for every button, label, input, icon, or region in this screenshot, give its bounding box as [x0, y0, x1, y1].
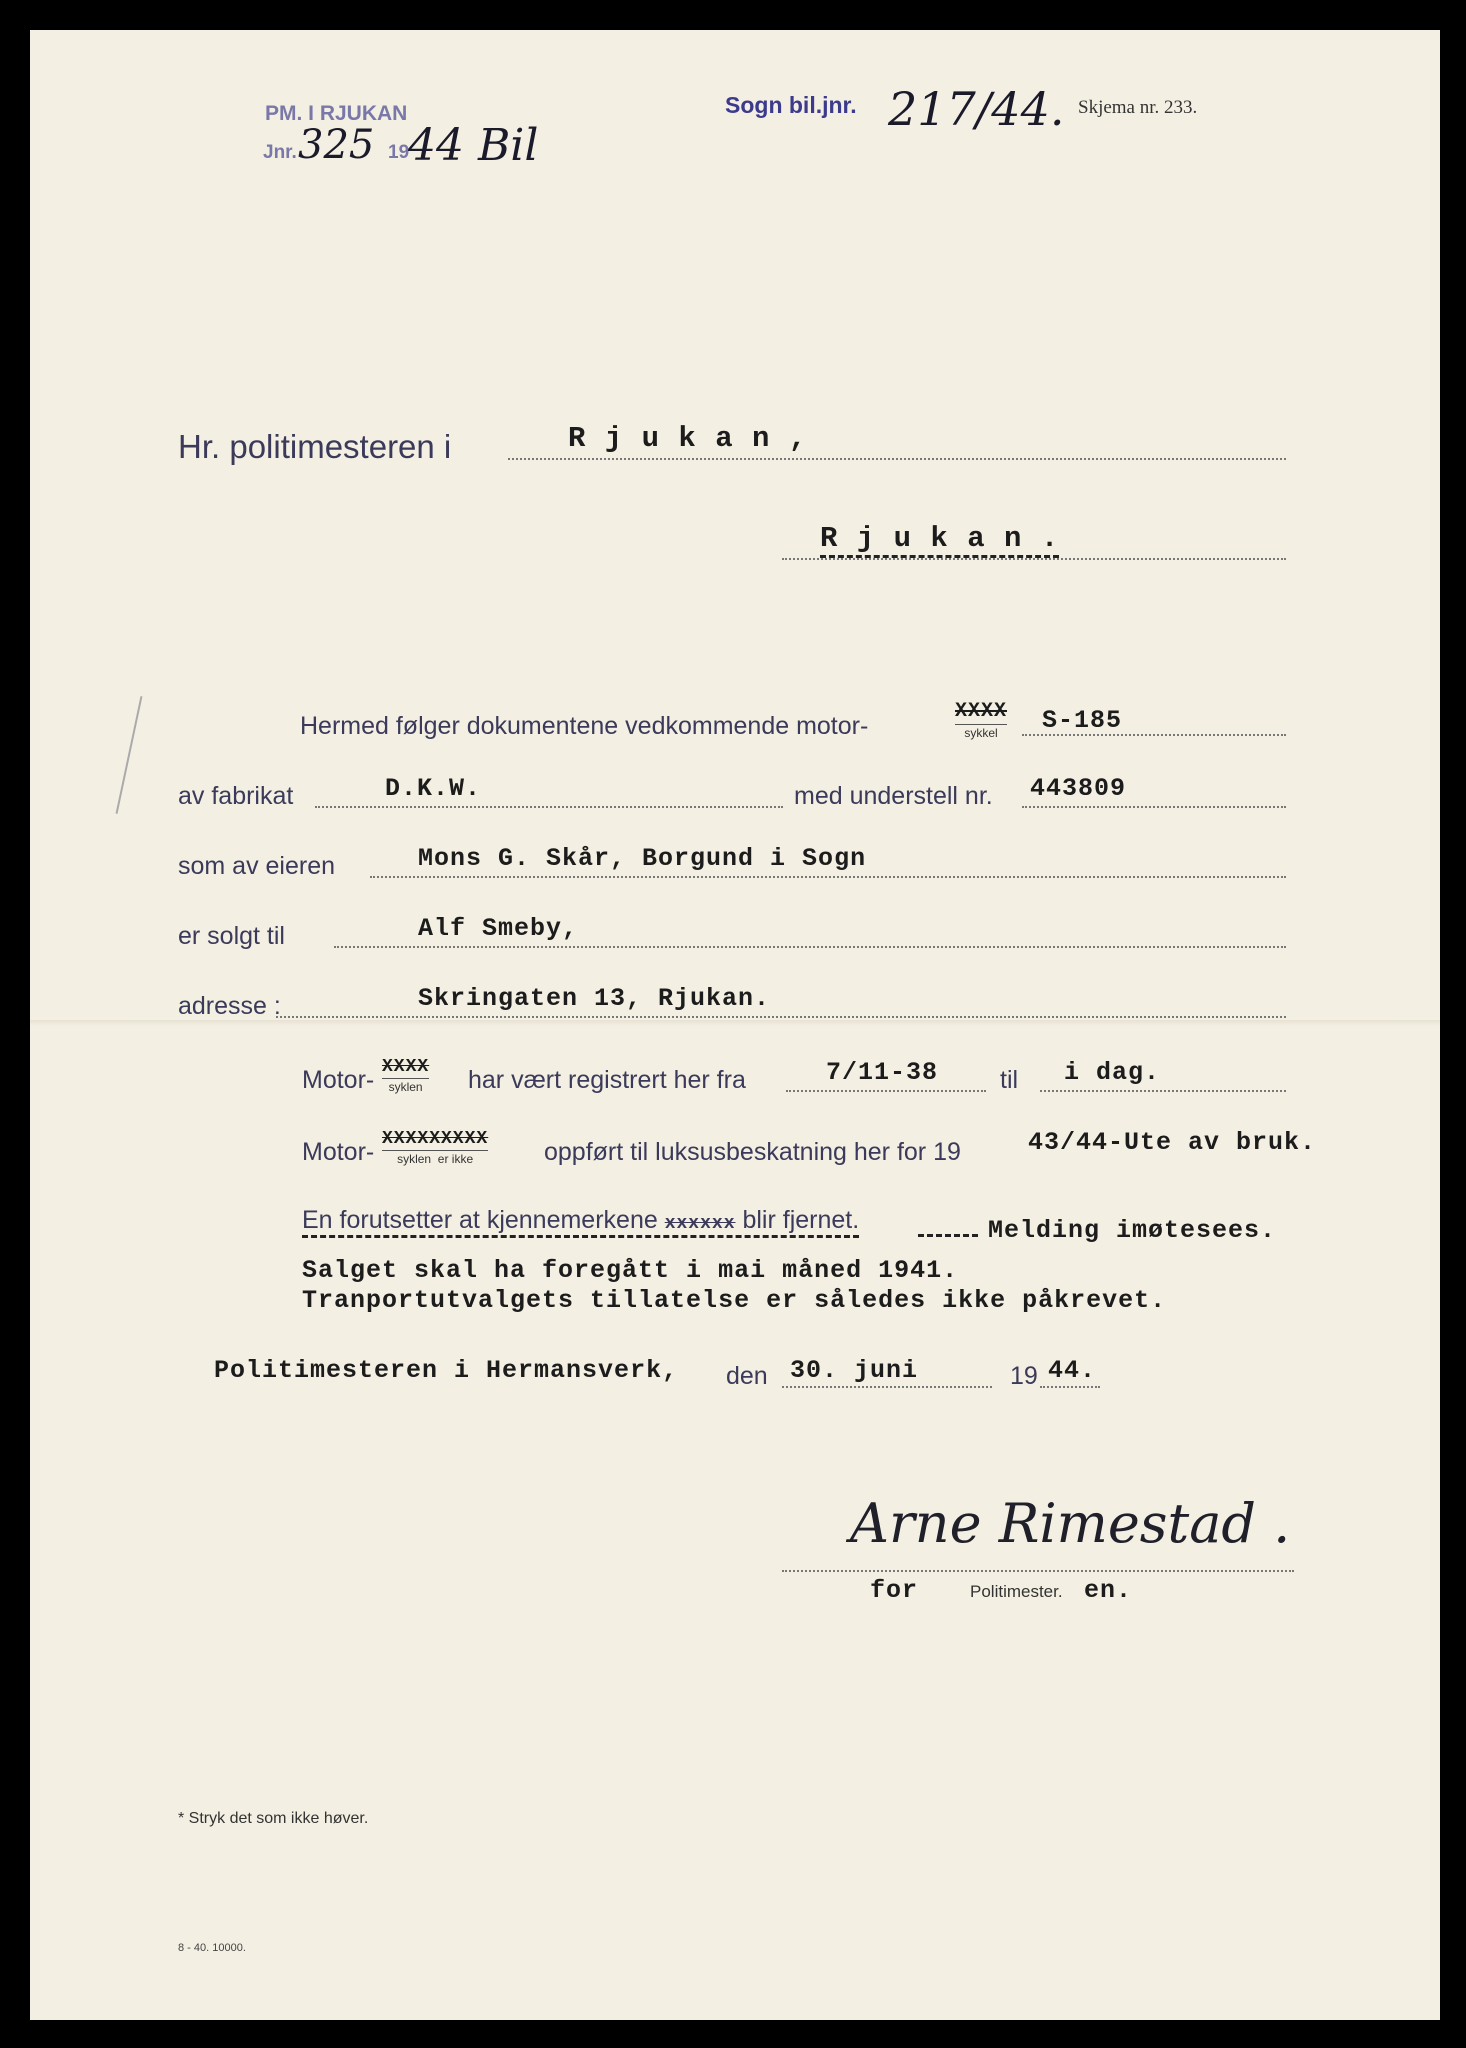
handwritten-jnr-year: 44 Bil [408, 120, 539, 171]
schema-number: Skjema nr. 233. [1078, 97, 1198, 118]
closing-office: Politimesteren i Hermansverk, [214, 1356, 679, 1385]
reg-strike: XXXX [382, 1057, 430, 1077]
registration-number: S-185 [1042, 706, 1123, 735]
year-prefix: 19 [1010, 1362, 1038, 1390]
politimester-title: Politimester. [970, 1582, 1063, 1601]
sogn-number: 217/44. [888, 82, 1065, 136]
kjoper-value: Alf Smeby, [418, 914, 579, 943]
footnote: * Stryk det som ikke høver. [178, 1810, 369, 1827]
fabrikat-value: D.K.W. [385, 774, 482, 803]
vehicle-sub: sykkel [955, 724, 1007, 739]
kjenne-text: En forutsetter at kjennemerkene [302, 1206, 658, 1234]
lux-sub-er-ikke: er ikke [437, 1152, 474, 1166]
recipient-prefix: Hr. politimesteren i [178, 428, 452, 465]
print-code: 8 - 40. 10000. [178, 1942, 246, 1954]
handwritten-jnr: 325 [298, 122, 375, 168]
kjenne-text-2: blir fjernet. [742, 1206, 860, 1234]
jnr-stamp-year: 19 [388, 142, 410, 163]
lux-prefix: Motor- [302, 1138, 375, 1166]
lux-year: 43/44-Ute av bruk. [1028, 1128, 1317, 1157]
title-suffix: en. [1084, 1576, 1133, 1605]
intro-text: Hermed følger dokumentene vedkommende motor- [300, 712, 869, 740]
reg-text: har vært registrert her fra [468, 1066, 746, 1094]
kjenne-strike: xxxxxx [664, 1214, 736, 1234]
recipient-place: R j u k a n , [568, 422, 808, 455]
note-line-2: Tranportutvalgets tillatelse er således ikke påkrevet. [302, 1286, 1167, 1315]
eier-label: som av eieren [178, 852, 336, 880]
sogn-stamp: Sogn bil.jnr. [725, 92, 857, 118]
jnr-stamp-label: Jnr. [263, 142, 297, 163]
lux-text: oppført til luksusbeskatning her for 19 [544, 1138, 961, 1166]
melding-text: Melding imøtesees. [988, 1216, 1277, 1245]
vehicle-strike: XXXX [955, 700, 1008, 723]
fabrikat-label: av fabrikat [178, 782, 294, 810]
reg-prefix: Motor- [302, 1066, 375, 1094]
margin-mark [116, 696, 143, 814]
recipient-city: R j u k a n . [820, 522, 1059, 558]
understell-value: 443809 [1030, 774, 1127, 803]
eier-value: Mons G. Skår, Borgund i Sogn [418, 844, 867, 873]
closing-date: 30. juni [790, 1356, 919, 1385]
signature: Arne Rimestad . [850, 1492, 1291, 1555]
reg-sub: syklen [382, 1078, 429, 1093]
office-stamp: PM. I RJUKAN [265, 102, 408, 125]
reg-til-value: i dag. [1064, 1058, 1161, 1087]
reg-til-label: til [1000, 1066, 1019, 1094]
lux-strike: XXXXXXXXX [382, 1129, 489, 1149]
adresse-label: adresse : [178, 992, 281, 1020]
reg-from-date: 7/11-38 [826, 1058, 939, 1087]
closing-year: 44. [1048, 1356, 1097, 1385]
understell-label: med understell nr. [794, 782, 993, 810]
den-label: den [726, 1362, 768, 1390]
solgt-label: er solgt til [178, 922, 285, 950]
for-text: for [870, 1576, 919, 1605]
document-page [30, 30, 1440, 2020]
adresse-value: Skringaten 13, Rjukan. [418, 984, 771, 1013]
note-line-1: Salget skal ha foregått i mai måned 1941. [302, 1256, 959, 1285]
lux-sub-syklen: syklen [397, 1152, 432, 1166]
